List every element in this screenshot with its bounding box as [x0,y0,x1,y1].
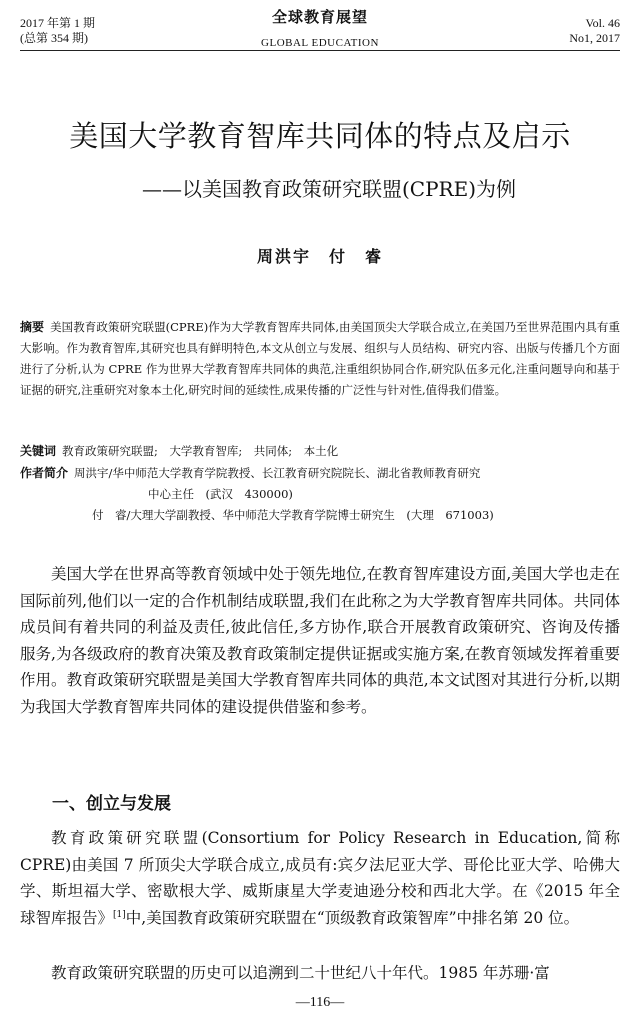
keywords-text: 教育政策研究联盟; 大学教育智库; 共同体; 本土化 [62,444,339,458]
section-heading: 一、创立与发展 [52,794,171,814]
section-paragraph-1 [20,825,620,931]
volume: Vol. 46 [585,16,620,30]
author-info-line2: 中心主任 (武汉 430000) [148,487,293,501]
journal-name [20,8,620,50]
journal-title-en: GLOBAL EDUCATION [261,37,379,49]
journal-title-cn: 全球教育展望 [271,8,368,26]
article-title: 美国大学教育智库共同体的特点及启示 [69,119,571,153]
article-subtitle: ——以美国教育政策研究联盟(CPRE)为例 [141,177,517,201]
volume-info [569,16,620,46]
citation-ref[interactable]: [1] [113,909,126,920]
issue-year: 2017 年第 1 期 [20,16,96,30]
author-info-line3: 付 睿/大理大学副教授、华中师范大学教育学院博士研究生 (大理 671003) [92,508,494,522]
abstract-text: 美国教育政策研究联盟(CPRE)作为大学教育智库共同体,由美国顶尖大学联合成立,在美国乃至世界范围内具有重大影响。作为教育智库,其研究也具有鲜明特色,本文从创立与发展、组织与人员结构、研究内容、出版与传播几个方面进行了分析,认为 CPRE 作为世界大学教育智库共同体的典范,注重组织协同合作,研究队伍多元化,注重问题导向和基于证据的研究,注重研究对象本土化,研究时间的延续性,成果传播的广泛性与针对性,值得我们借鉴。 [20,320,620,397]
number: No1, 2017 [569,31,620,45]
section-paragraph-2: 教育政策研究联盟的历史可以追溯到二十世纪八十年代。1985 年苏珊·富 [51,964,550,982]
header-rule [20,50,620,51]
keywords-label: 关键词 [20,444,57,458]
para1-text-a: 教育政策研究联盟(Consortium for Policy Research in Education,简称 CPRE)由美国 7 所顶尖大学联合成立,成员有:宾夕法尼亚大学、哥伦比亚大学、哈佛大学、斯坦福大学、密歇根大学、威斯康星大学麦迪逊分校和西北大学。在《2015 年全球智库报告》 [20,829,620,927]
author-info-line1: 周洪宇/华中师范大学教育学院教授、长江教育研究院院长、湖北省教师教育研究 [74,466,481,480]
article-authors: 周洪宇 付 睿 [256,247,383,266]
issue-total: (总第 354 期) [20,31,88,45]
author-info [20,463,620,526]
abstract-label: 摘要 [20,320,45,334]
para1-text-b: 中,美国教育政策研究联盟在“顶级教育政策智库”中排名第 20 位。 [125,908,580,927]
page-number: —116— [295,995,345,1010]
intro-paragraph: 美国大学在世界高等教育领域中处于领先地位,在教育智库建设方面,美国大学也走在国际前列,他们以一定的合作机制结成联盟,我们在此称之为大学教育智库共同体。共同体成员间有着共同的利益及责任,彼此信任,多方协作,联合开展教育政策研究、咨询及传播服务,为各级政府的教育决策及教育政策制定提供证据或实施方案,在教育领域发挥着重要作用。教育政策研究联盟是美国大学教育智库共同体的典范,本文试图对其进行分析,以期为我国大学教育智库共同体的建设提供借鉴和参考。 [20,565,620,716]
keywords [20,441,620,462]
author-info-label: 作者简介 [20,466,69,480]
running-header [20,8,620,52]
abstract [20,317,620,401]
